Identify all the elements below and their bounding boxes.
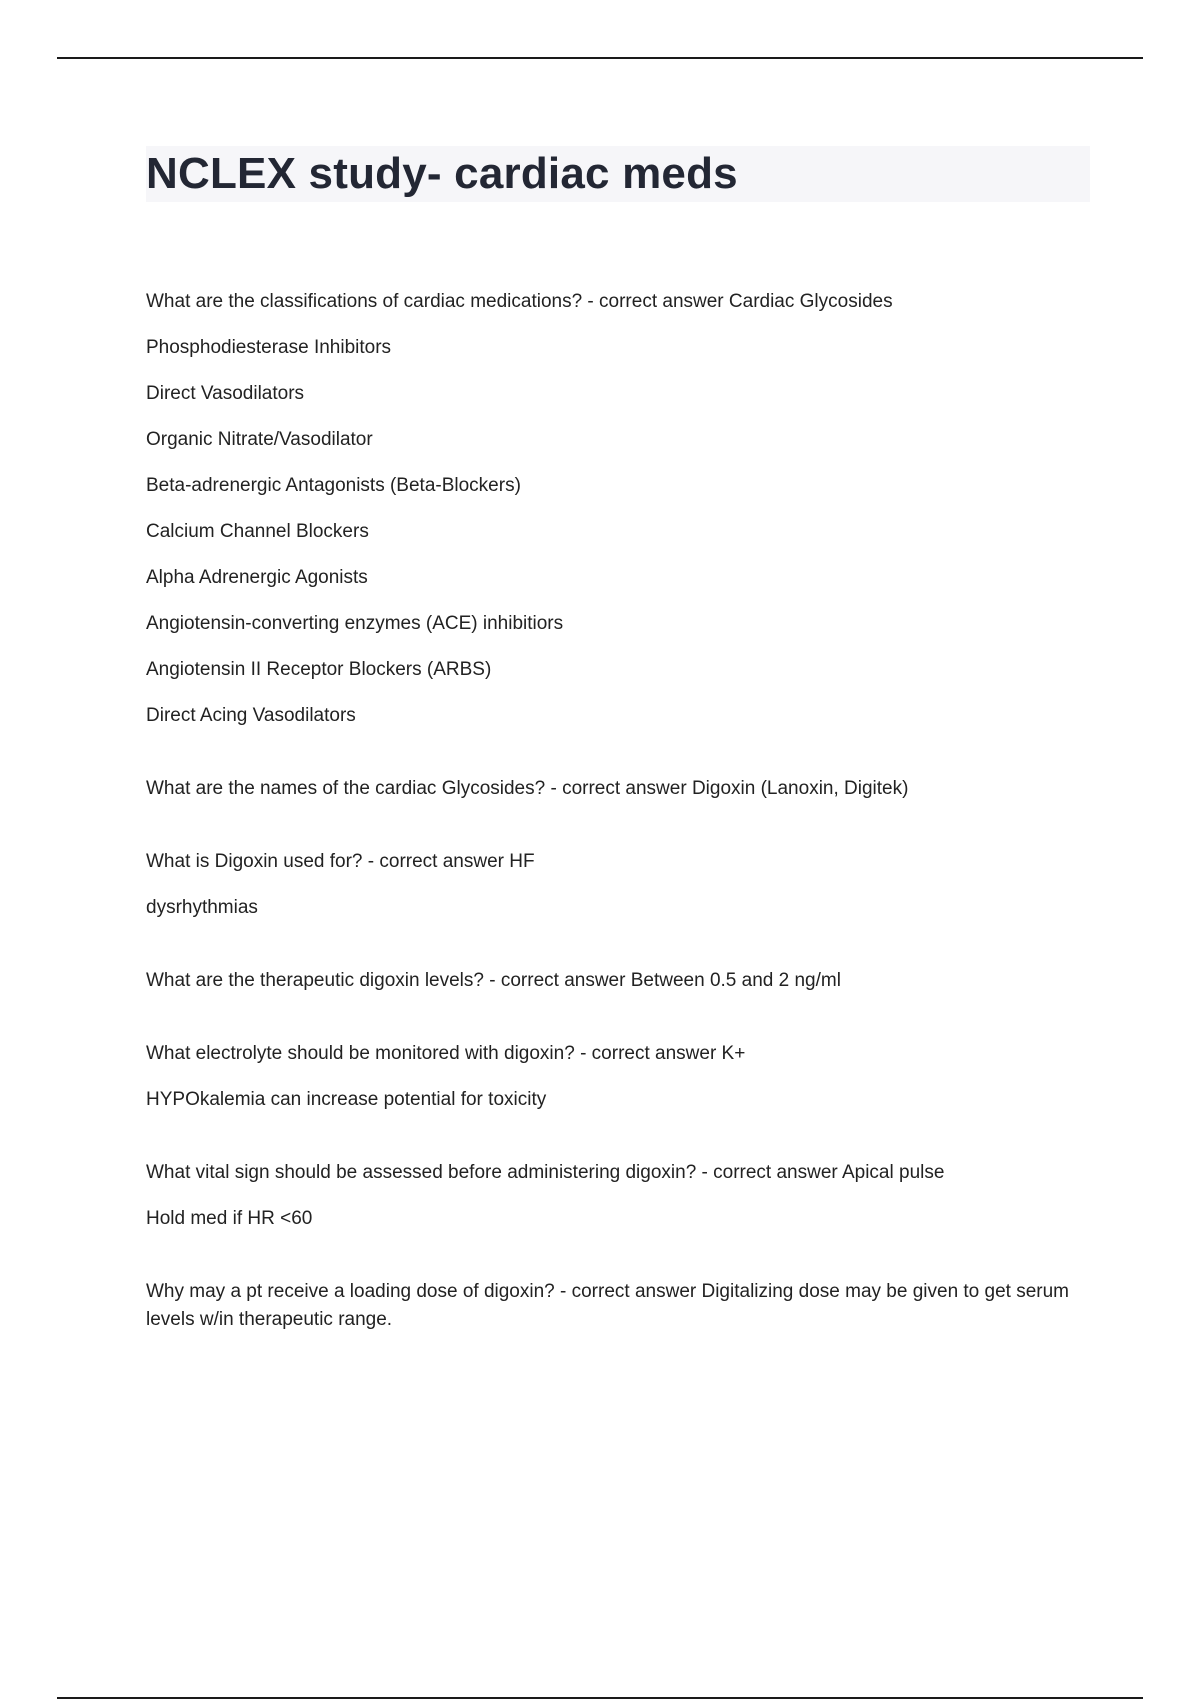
qa-item <box>146 848 1090 922</box>
qa-item <box>146 1159 1090 1233</box>
qa-question-answer: What is Digoxin used for? - correct answer HF <box>146 851 535 872</box>
qa-answer-line: HYPOkalemia can increase potential for toxicity <box>146 1089 547 1110</box>
qa-answer-line: Angiotensin II Receptor Blockers (ARBS) <box>146 659 492 680</box>
qa-item <box>146 967 1090 995</box>
qa-question-answer: Why may a pt receive a loading dose of digoxin? - correct answer Digitalizing dose may be given to get serum levels w/in therapeutic range. <box>146 1281 1070 1330</box>
qa-item <box>146 288 1090 730</box>
qa-item <box>146 1040 1090 1114</box>
qa-answer-line: Beta-adrenergic Antagonists (Beta-Blockers) <box>146 475 521 496</box>
bottom-rule <box>57 1697 1143 1699</box>
qa-question-answer: What vital sign should be assessed before administering digoxin? - correct answer Apical pulse <box>146 1162 945 1183</box>
qa-question-answer: What are the therapeutic digoxin levels? - correct answer Between 0.5 and 2 ng/ml <box>146 970 841 991</box>
qa-answer-line: Calcium Channel Blockers <box>146 521 369 542</box>
qa-answer-line: Alpha Adrenergic Agonists <box>146 567 368 588</box>
qa-answer-line: dysrhythmias <box>146 897 258 918</box>
qa-list <box>146 288 1090 1334</box>
qa-answer-line: Direct Vasodilators <box>146 383 305 404</box>
qa-answer-line: Angiotensin-converting enzymes (ACE) inhibitiors <box>146 613 564 634</box>
document-body <box>146 146 1090 1379</box>
qa-item <box>146 775 1090 803</box>
page-title: NCLEX study- cardiac meds <box>146 149 738 198</box>
qa-question-answer: What are the names of the cardiac Glycosides? - correct answer Digoxin (Lanoxin, Digitek) <box>146 778 909 799</box>
top-rule <box>57 57 1143 59</box>
qa-question-answer: What electrolyte should be monitored with digoxin? - correct answer K+ <box>146 1043 746 1064</box>
qa-answer-line: Organic Nitrate/Vasodilator <box>146 429 373 450</box>
qa-item <box>146 1278 1090 1334</box>
qa-answer-line: Hold med if HR <60 <box>146 1208 313 1229</box>
qa-question-answer: What are the classifications of cardiac medications? - correct answer Cardiac Glycosides <box>146 291 893 312</box>
title-band <box>146 146 1090 202</box>
qa-answer-line: Phosphodiesterase Inhibitors <box>146 337 392 358</box>
qa-answer-line: Direct Acing Vasodilators <box>146 705 356 726</box>
